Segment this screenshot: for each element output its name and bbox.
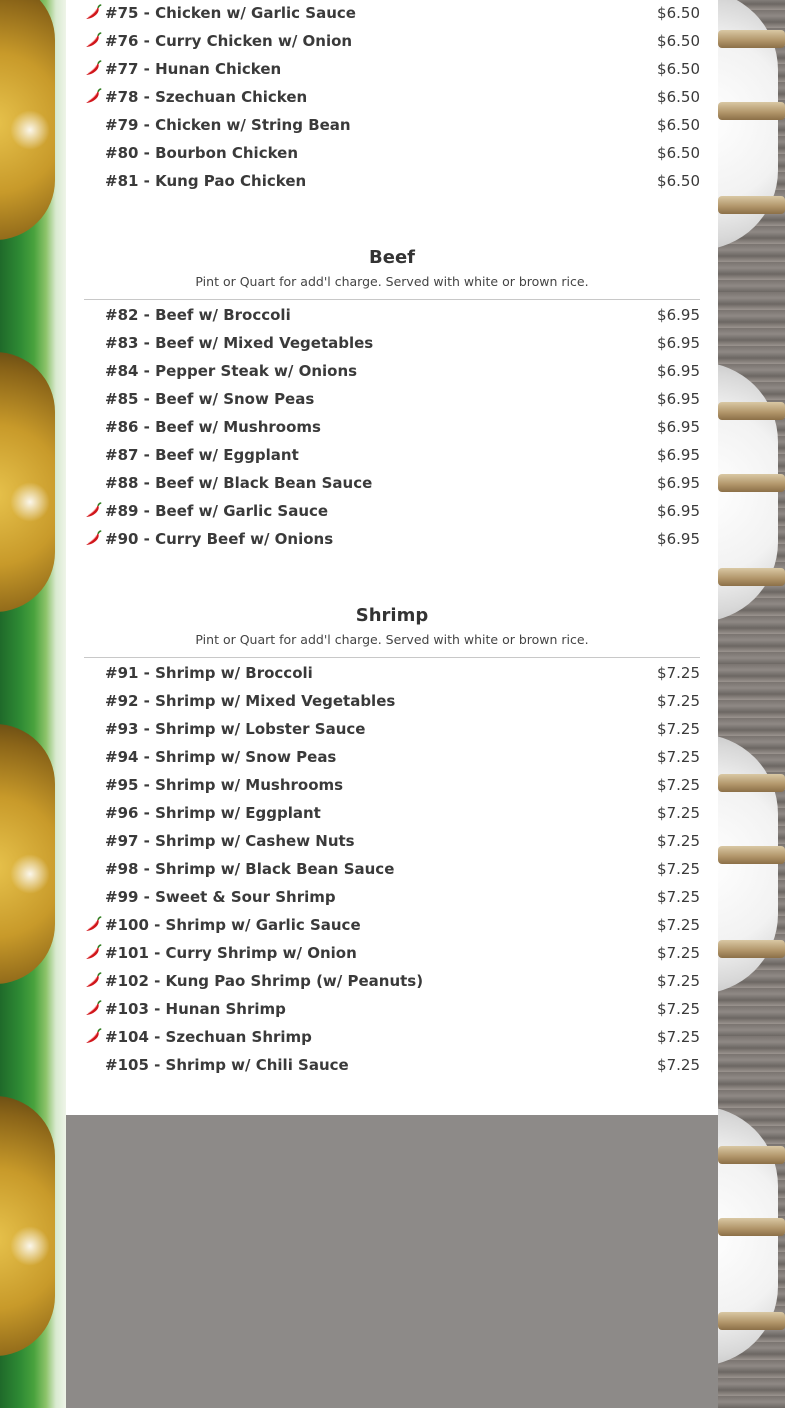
chili-pepper-icon [84,916,102,934]
menu-item-price: $7.25 [657,664,700,682]
background-food-image [0,292,66,664]
menu-item-name: #78 - Szechuan Chicken [105,88,308,106]
menu-item [84,716,700,744]
background-bowl-image [718,292,785,664]
menu-item-name: #91 - Shrimp w/ Broccoli [105,664,313,682]
menu-item [84,386,700,414]
section-title: Beef [369,247,415,268]
menu-item-name: #79 - Chicken w/ String Bean [105,116,351,134]
menu-item [84,414,700,442]
section-divider [84,299,700,300]
menu-item-name: #104 - Szechuan Shrimp [105,1028,312,1046]
menu-item-price: $6.50 [657,144,700,162]
menu-item [84,1024,700,1052]
menu-item-price: $7.25 [657,860,700,878]
menu-item-price: $6.95 [657,306,700,324]
menu-item-name: #105 - Shrimp w/ Chili Sauce [105,1056,349,1074]
menu-item-name: #87 - Beef w/ Eggplant [105,446,299,464]
menu-item-price: $7.25 [657,748,700,766]
menu-item [84,688,700,716]
menu-item [84,358,700,386]
menu-item [84,168,700,196]
menu-item [84,442,700,470]
menu-item [84,744,700,772]
menu-item [84,968,700,996]
menu-item [84,28,700,56]
menu-item-name: #96 - Shrimp w/ Eggplant [105,804,321,822]
menu-item [84,140,700,168]
background-food-image [0,1036,66,1408]
menu-item-name: #97 - Shrimp w/ Cashew Nuts [105,832,355,850]
menu-item-price: $7.25 [657,720,700,738]
menu-item [84,302,700,330]
chili-pepper-icon [84,1028,102,1046]
menu-item-name: #103 - Hunan Shrimp [105,1000,286,1018]
menu-item-price: $7.25 [657,972,700,990]
menu-item [84,498,700,526]
menu-item-name: #102 - Kung Pao Shrimp (w/ Peanuts) [105,972,424,990]
menu-item [84,526,700,554]
menu-item-name: #80 - Bourbon Chicken [105,144,299,162]
menu-item-price: $7.25 [657,832,700,850]
menu-item-name: #101 - Curry Shrimp w/ Onion [105,944,357,962]
menu-item-price: $6.95 [657,502,700,520]
menu-item-price: $7.25 [657,1056,700,1074]
menu-item [84,772,700,800]
menu-item-price: $7.25 [657,1028,700,1046]
menu-item-name: #76 - Curry Chicken w/ Onion [105,32,353,50]
menu-item-price: $7.25 [657,944,700,962]
background-food-image [0,664,66,1036]
chili-pepper-icon [84,972,102,990]
menu-item-name: #95 - Shrimp w/ Mushrooms [105,776,344,794]
menu-item-name: #90 - Curry Beef w/ Onions [105,530,334,548]
menu-item-price: $6.95 [657,418,700,436]
chili-pepper-icon [84,1000,102,1018]
menu-item-price: $7.25 [657,804,700,822]
chili-pepper-icon [84,530,102,548]
menu-item [84,940,700,968]
menu-item [84,470,700,498]
chili-pepper-icon [84,944,102,962]
section-title: Shrimp [355,605,429,626]
chili-pepper-icon [84,32,102,50]
menu-item-name: #82 - Beef w/ Broccoli [105,306,291,324]
section-note: Pint or Quart for add'l charge. Served with white or brown rice. [195,632,589,647]
menu-item-price: $6.50 [657,60,700,78]
section-note: Pint or Quart for add'l charge. Served with white or brown rice. [195,274,589,289]
menu-item-price: $7.25 [657,776,700,794]
menu-item [84,856,700,884]
menu-item-name: #83 - Beef w/ Mixed Vegetables [105,334,374,352]
menu-item [84,996,700,1024]
menu-item-name: #81 - Kung Pao Chicken [105,172,307,190]
menu-item-name: #99 - Sweet & Sour Shrimp [105,888,336,906]
menu-item-price: $7.25 [657,888,700,906]
chili-pepper-icon [84,88,102,106]
menu-item-name: #100 - Shrimp w/ Garlic Sauce [105,916,361,934]
menu-item [84,800,700,828]
menu-item [84,660,700,688]
menu-item [84,828,700,856]
menu-item-price: $7.25 [657,916,700,934]
menu-item [84,912,700,940]
menu-item [84,56,700,84]
background-food-image [0,0,66,292]
menu-item-name: #92 - Shrimp w/ Mixed Vegetables [105,692,396,710]
menu-item-name: #86 - Beef w/ Mushrooms [105,418,321,436]
menu-item-price: $6.50 [657,116,700,134]
background-bowl-image [718,0,785,292]
menu-item-price: $6.95 [657,530,700,548]
chili-pepper-icon [84,4,102,22]
menu-item-price: $6.95 [657,334,700,352]
menu-item-price: $7.25 [657,1000,700,1018]
menu-item-name: #88 - Beef w/ Black Bean Sauce [105,474,373,492]
menu-item [84,84,700,112]
menu-item-price: $6.50 [657,4,700,22]
chili-pepper-icon [84,60,102,78]
background-bowl-image [718,1036,785,1408]
menu-item-price: $6.95 [657,390,700,408]
background-bowl-image [718,664,785,1036]
menu-item [84,884,700,912]
menu-item-name: #94 - Shrimp w/ Snow Peas [105,748,337,766]
menu-item [84,0,700,28]
menu-item-price: $6.95 [657,474,700,492]
menu-item-name: #89 - Beef w/ Garlic Sauce [105,502,329,520]
menu-item-price: $7.25 [657,692,700,710]
section-divider [84,657,700,658]
menu-item-price: $6.50 [657,172,700,190]
menu-item-name: #85 - Beef w/ Snow Peas [105,390,315,408]
menu-item [84,330,700,358]
menu-item-name: #93 - Shrimp w/ Lobster Sauce [105,720,366,738]
menu-item-name: #98 - Shrimp w/ Black Bean Sauce [105,860,395,878]
menu-item-price: $6.50 [657,88,700,106]
menu-item-name: #75 - Chicken w/ Garlic Sauce [105,4,356,22]
menu-item-name: #77 - Hunan Chicken [105,60,282,78]
menu-item-price: $6.95 [657,362,700,380]
menu-item-name: #84 - Pepper Steak w/ Onions [105,362,358,380]
menu-item-price: $6.95 [657,446,700,464]
menu-item [84,112,700,140]
menu-item [84,1052,700,1080]
menu-item-price: $6.50 [657,32,700,50]
chili-pepper-icon [84,502,102,520]
